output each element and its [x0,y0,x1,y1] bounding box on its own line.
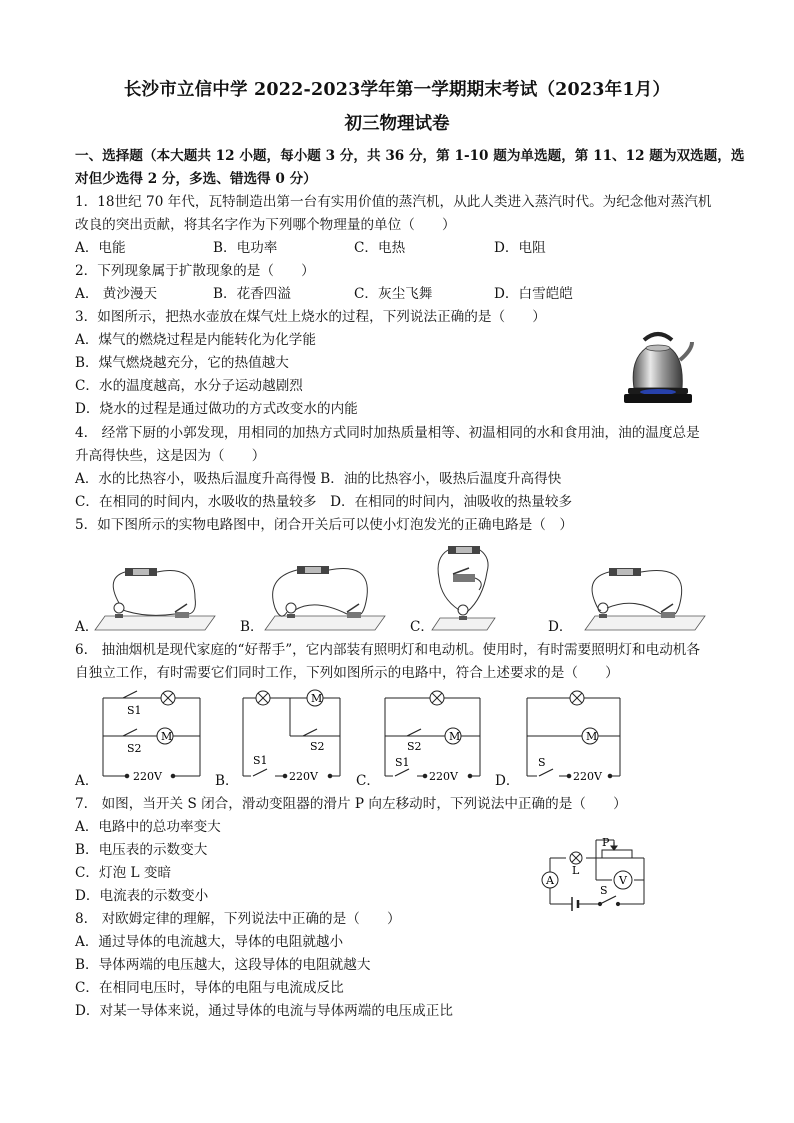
q5-figure-a [95,568,215,630]
q4-options-cd: C．在相同的时间内，水吸收的热量较多 D．在相同的时间内，油吸收的热量较多 [75,494,573,510]
q6-b-voltage-label: 220V [289,770,318,783]
q1-option-d: D．电阻 [494,240,546,256]
q8-option-d: D．对某一导体来说，通过导体的电流与导体两端的电压成正比 [75,1003,453,1019]
q3-option-a: A．煤气的燃烧过程是内能转化为化学能 [75,332,316,348]
q6-c-motor-label: M [449,730,461,743]
q3-option-d: D．烧水的过程是通过做功的方式改变水的内能 [75,401,358,417]
q2-option-d: D．白雪皑皑 [494,286,573,302]
q6-d-s-label: S [538,756,546,769]
q4-options-ab: A．水的比热容小，吸热后温度升高得慢 B．油的比热容小，吸热后温度升高得快 [75,471,562,487]
q6-circuit-figures [75,686,635,786]
q6-a-motor-label: M [161,730,173,743]
q6-b-s2-label: S2 [310,740,325,753]
q8-option-b: B．导体两端的电压越大，这段导体的电阻就越大 [75,957,371,973]
q6-option-d: D． [495,773,520,789]
q5-option-b: B． [240,619,264,635]
q1-stem-line1: 1．18世纪 70 年代，瓦特制造出第一台有实用价值的蒸汽机，从此人类进入蒸汽时代。为纪念他对蒸汽机 [75,194,712,210]
q6-d-motor-label: M [586,730,598,743]
q5-circuit-figures [75,538,715,638]
q1-option-b: B．电功率 [213,240,278,256]
q7-option-a: A．电路中的总功率变大 [75,819,221,835]
q7-lamp-label: L [572,864,580,877]
q7-circuit-figure [536,834,652,914]
section-heading-line2: 对但少选得 2 分，多选、错选得 0 分） [75,171,317,187]
q6-b-motor-label: M [311,692,323,705]
q3-option-b: B．煤气燃烧越充分，它的热值越大 [75,355,289,371]
q8-option-c: C．在相同电压时，导体的电阻与电流成反比 [75,980,344,996]
q6-c-s1-label: S1 [395,756,410,769]
q5-figure-b [265,566,385,630]
q2-option-a: A. 黄沙漫天 [75,286,158,302]
q7-option-c: C．灯泡 L 变暗 [75,865,172,881]
q2-stem: 2．下列现象属于扩散现象的是（ ） [75,263,315,279]
q8-stem: 8. 对欧姆定律的理解，下列说法中正确的是（ ） [75,911,401,927]
q6-d-voltage-label: 220V [573,770,602,783]
q6-option-a: A． [75,773,99,789]
q6-b-s1-label: S1 [253,754,268,767]
q6-a-s2-label: S2 [127,742,142,755]
q5-option-a: A． [75,619,99,635]
q6-option-c: C． [356,773,380,789]
exam-subtitle: 初三物理试卷 [344,114,450,134]
q2-option-c: C．灰尘飞舞 [354,286,433,302]
q1-option-a: A．电能 [75,240,126,256]
q6-c-voltage-label: 220V [429,770,458,783]
q7-voltmeter-label: V [619,874,627,887]
q7-stem: 7. 如图，当开关 S 闭合，滑动变阻器的滑片 P 向左移动时，下列说法中正确的是（ ） [75,796,627,812]
q7-ammeter-label: A [546,874,554,887]
q3-option-c: C．水的温度越高，水分子运动越剧烈 [75,378,303,394]
q5-figure-d [585,568,705,630]
exam-title: 长沙市立信中学 2022-2023学年第一学期期末考试（2023年1月） [123,80,671,100]
q5-figure-c [432,546,495,630]
q4-stem-line1: 4. 经常下厨的小郭发现，用相同的加热方式同时加热质量相等、初温相同的水和食用油，油的温度总是 [75,425,700,441]
q6-stem-line1: 6. 抽油烟机是现代家庭的“好帮手”，它内部装有照明灯和电动机。使用时，有时需要照明灯和电动机各 [75,642,700,658]
kettle-on-stove-figure [622,326,694,406]
q6-option-b: B． [215,773,239,789]
q5-option-c: C． [410,619,434,635]
q7-switch-label: S [600,884,608,897]
q6-stem-line2: 自独立工作，有时需要它们同时工作，下列如图所示的电路中，符合上述要求的是（ ） [75,665,619,681]
q6-a-s1-label: S1 [127,704,142,717]
q6-circuit-a [103,691,200,778]
q6-a-voltage-label: 220V [133,770,162,783]
q1-option-c: C．电热 [354,240,406,256]
q2-option-b: B．花香四溢 [213,286,291,302]
q3-stem: 3．如图所示，把热水壶放在煤气灶上烧水的过程，下列说法正确的是（ ） [75,309,546,325]
q5-stem: 5．如下图所示的实物电路图中，闭合开关后可以使小灯泡发光的正确电路是（ ） [75,517,574,533]
q8-option-a: A．通过导体的电流越大，导体的电阻就越小 [75,934,344,950]
q7-option-b: B．电压表的示数变大 [75,842,208,858]
q5-option-d: D． [548,619,573,635]
section-heading-line1: 一、选择题（本大题共 12 小题，每小题 3 分，共 36 分，第 1-10 题为单选题，第 11、12 题为双选题，选 [75,148,745,164]
q7-option-d: D．电流表的示数变小 [75,888,209,904]
q4-stem-line2: 升高得快些，这是因为（ ） [75,448,266,464]
q6-c-s2-label: S2 [407,740,422,753]
q1-stem-line2: 改良的突出贡献，将其名字作为下列哪个物理量的单位（ ） [75,217,456,233]
q7-slider-label: P [602,836,610,849]
